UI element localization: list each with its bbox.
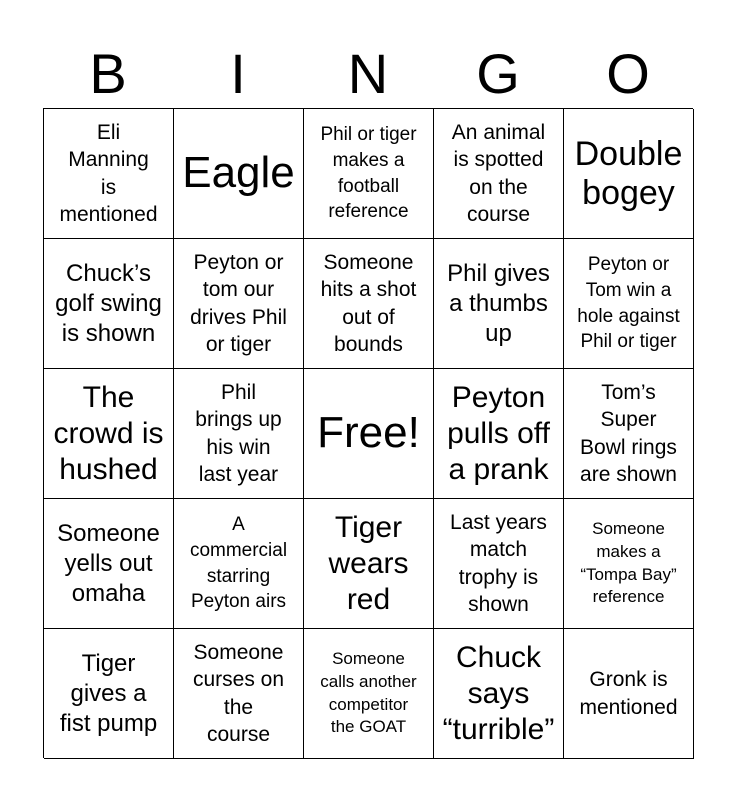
cell-text: Someone yells out omaha [57,519,160,607]
free-space-cell[interactable] [304,369,434,499]
cell-text: The crowd is hushed [53,380,164,486]
bingo-cell[interactable] [304,109,434,239]
cell-text: Someone makes a “Tompa Bay” reference [580,518,677,607]
bingo-cell[interactable] [304,629,434,759]
cell-text: Phil or tiger makes a football reference [320,124,417,223]
bingo-header [43,40,693,108]
bingo-board [43,108,693,758]
bingo-cell[interactable] [44,109,174,239]
cell-text: Peyton or tom our drives Phil or tiger [190,250,287,356]
cell-text: Tom’s Super Bowl rings are shown [580,380,677,486]
cell-text: Last years match trophy is shown [450,510,547,616]
bingo-cell[interactable] [174,499,304,629]
bingo-cell[interactable] [434,239,564,369]
bingo-cell[interactable] [434,499,564,629]
bingo-cell[interactable] [564,629,694,759]
bingo-cell[interactable] [44,499,174,629]
bingo-cell[interactable] [304,239,434,369]
cell-text: Peyton or Tom win a hole against Phil or tiger [577,254,680,353]
cell-text: Peyton pulls off a prank [447,380,550,486]
cell-text: A commercial starring Peyton airs [189,514,288,613]
bingo-cell[interactable] [434,629,564,759]
bingo-cell[interactable] [564,369,694,499]
cell-text: Tiger wears red [328,510,409,616]
bingo-cell[interactable] [434,109,564,239]
header-letter-b: B [89,42,127,105]
bingo-cell[interactable] [44,629,174,759]
bingo-cell[interactable] [564,499,694,629]
cell-text: Phil gives a thumbs up [447,259,550,347]
cell-text: Eagle [182,148,295,198]
cell-text: Someone curses on the course [192,640,285,746]
cell-text: Someone calls another competitor the GOAT [320,648,417,737]
bingo-cell[interactable] [434,369,564,499]
header-letter-i: I [230,42,246,105]
bingo-cell[interactable] [174,629,304,759]
bingo-cell[interactable] [564,109,694,239]
cell-text: Phil brings up his win last year [195,380,282,486]
cell-text: Chuck’s golf swing is shown [55,259,162,347]
cell-text: An animal is spotted on the course [451,120,546,226]
bingo-cell[interactable] [44,369,174,499]
bingo-cell[interactable] [174,369,304,499]
free-space-label: Free! [317,408,420,458]
bingo-cell[interactable] [564,239,694,369]
bingo-cell[interactable] [44,239,174,369]
header-letter-n: N [347,42,389,105]
header-letter-o: O [606,42,650,105]
cell-text: Double bogey [574,135,683,212]
cell-text: Eli Manning is mentioned [59,120,158,226]
cell-text: Tiger gives a fist pump [59,649,158,737]
bingo-cell[interactable] [174,239,304,369]
cell-text: Gronk is mentioned [579,668,678,719]
cell-text: Someone hits a shot out of bounds [320,250,417,356]
bingo-cell[interactable] [174,109,304,239]
header-letter-g: G [476,42,520,105]
cell-text: Chuck says “turrible” [442,640,555,746]
bingo-cell[interactable] [304,499,434,629]
